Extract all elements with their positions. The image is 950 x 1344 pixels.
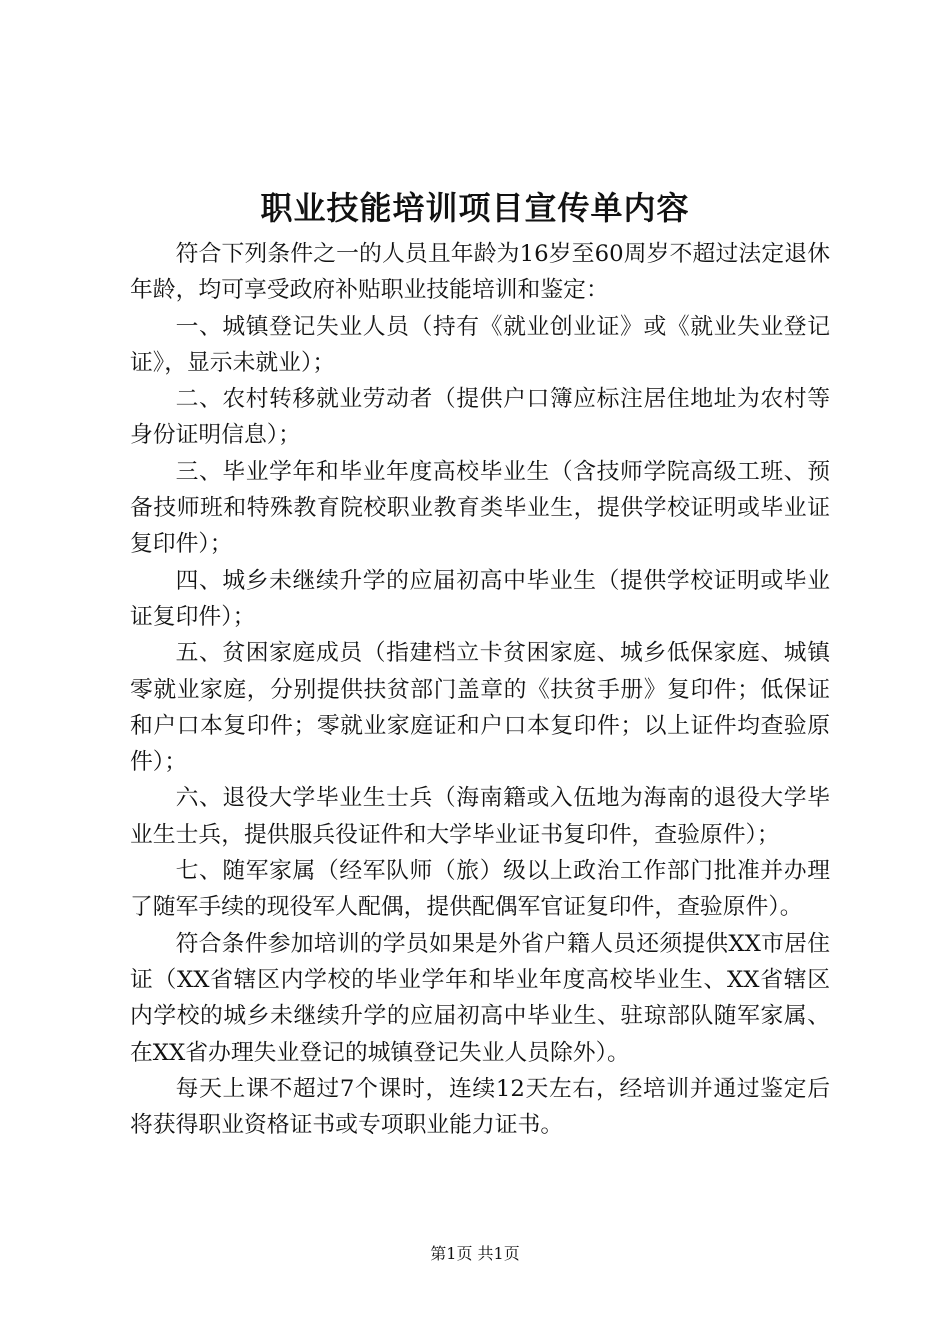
paragraph-item-5: 五、贫困家庭成员（指建档立卡贫困家庭、城乡低保家庭、城镇零就业家庭，分别提供扶贫部门盖章的《扶贫手册》复印件；低保证和户口本复印件；零就业家庭证和户口本复印件；以上证件均查验原件）； [130,640,830,776]
paragraph-item-1: 一、城镇登记失业人员（持有《就业创业证》或《就业失业登记证》，显示未就业）； [130,313,830,376]
paragraph-item-4: 四、城乡未继续升学的应届初高中毕业生（提供学校证明或毕业证复印件）； [130,567,830,630]
paragraph-item-3: 三、毕业学年和毕业年度高校毕业生（含技师学院高级工班、预备技师班和特殊教育院校职业教育类毕业生，提供学校证明或毕业证复印件）； [130,458,830,558]
document-title: 职业技能培训项目宣传单内容 [260,189,690,227]
paragraph-item-2: 二、农村转移就业劳动者（提供户口簿应标注居住地址为农村等身份证明信息）； [130,386,830,449]
document-body [130,236,830,1143]
paragraph-item-7: 七、随军家属（经军队师（旅）级以上政治工作部门批准并办理了随军手续的现役军人配偶，提供配偶军官证复印件，查验原件）。 [130,858,830,921]
paragraph-item-6: 六、退役大学毕业生士兵（海南籍或入伍地为海南的退役大学毕业生士兵，提供服兵役证件和大学毕业证书复印件，查验原件）； [130,785,830,848]
paragraph-residence-requirement: 符合条件参加培训的学员如果是外省户籍人员还须提供XX市居住证（XX省辖区内学校的毕业学年和毕业年度高校毕业生、XX省辖区内学校的城乡未继续升学的应届初高中毕业生、驻琼部队随军家属、在XX省办理失业登记的城镇登记失业人员除外）。 [130,930,830,1066]
paragraph-eligibility-intro: 符合下列条件之一的人员且年龄为16岁至60周岁不超过法定退休年龄，均可享受政府补贴职业技能培训和鉴定： [130,241,830,304]
paragraph-course-schedule: 每天上课不超过7个课时，连续12天左右，经培训并通过鉴定后将获得职业资格证书或专项职业能力证书。 [130,1075,830,1139]
page-number-footer: 第1页 共1页 [430,1244,520,1263]
